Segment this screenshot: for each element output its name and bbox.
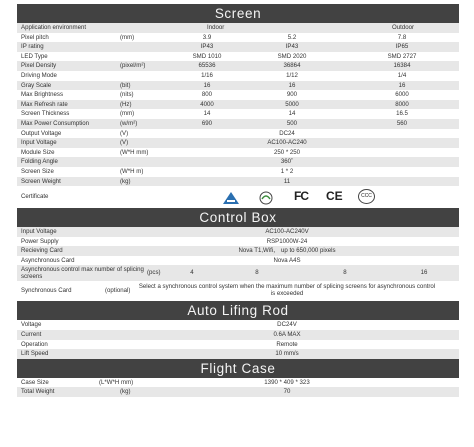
table-row: Pixel pitch (mm) 3.9 5.2 7.8 [21,33,407,41]
ccc-icon: CCC [358,189,375,204]
table-row: Folding Angle 360˚ [17,157,459,167]
table-row: Screen Thickness (mm) 14 14 16.5 [21,110,408,118]
table-row: Screen Weight (kg) 11 [17,177,459,187]
fcc-icon: FC [294,189,308,204]
table-row: Operation Remote [21,340,298,348]
table-row: Max Power Consumption (w/m²) 690 500 560 [17,119,459,129]
table-row: Current 0.6A MAX [17,330,459,340]
table-row: Input Voltage (V) AC100-AC240 [17,138,459,148]
table-row: Module Size (W*H mm) 250 * 250 [21,148,301,156]
table-row: Max Brightness (nits) 800 900 6000 [21,91,409,99]
table-row: Output Voltage (V) DC24 [21,129,295,137]
table-row: Input Voltage AC100-AC240V [17,227,459,237]
table-row: Lift Speed 10 mm/s [17,349,459,359]
tuv-icon [222,191,240,205]
table-row: Recieving Card Nova T1,Wifi， up to 650,000 pixels [17,246,459,256]
table-row: Case Size (L*W*H mm) 1390 * 409 * 323 [21,378,310,386]
lifting-rod-section-title: Auto Lifing Rod [17,301,459,320]
ce-icon: CE [326,189,343,204]
table-row: Power Supply RSP1000W-24 [21,237,308,245]
table-row: Max Refresh rate (Hz) 4000 5000 8000 [17,100,459,110]
rohs-icon [258,191,274,205]
flight-case-section-title: Flight Case [17,359,459,378]
table-row: Voltage DC24V [21,321,297,329]
table-row: Total Weight (kg) 70 [17,387,459,397]
certificate-row: Certificate FC CE CCC [17,186,459,208]
table-row: LED Type SMD 1010 SMD 2020 SMD 2727 [21,52,417,60]
sync-card-row: Synchronous Card (optional) Select a synchronous control system when the maximum number of splicing screens for asynchronous control is exceeded [21,283,436,298]
certificate-logos [222,188,412,206]
table-row: Screen Size (W*H m) 1 * 2 [21,167,294,175]
async-max-row: Asynchronous control max number of splicing screens (pcs) 4 8 8 16 [17,265,459,281]
screen-section-title: Screen [17,4,459,23]
control-box-section-title: Control Box [17,208,459,227]
table-row: Gray Scale (bit) 16 16 16 [17,81,459,91]
table-row: Asynchronous Card Nova A4S [21,256,301,264]
table-row: Driving Mode 1/16 1/12 1/4 [21,71,407,79]
application-environment-row: Application environment Indoor Outdoor [17,23,459,33]
spec-sheet [17,4,459,397]
table-row: Pixel Density (pixel/m²) 65536 36864 16384 [17,61,459,71]
table-row: IP rating IP43 IP43 IP65 [17,42,459,52]
